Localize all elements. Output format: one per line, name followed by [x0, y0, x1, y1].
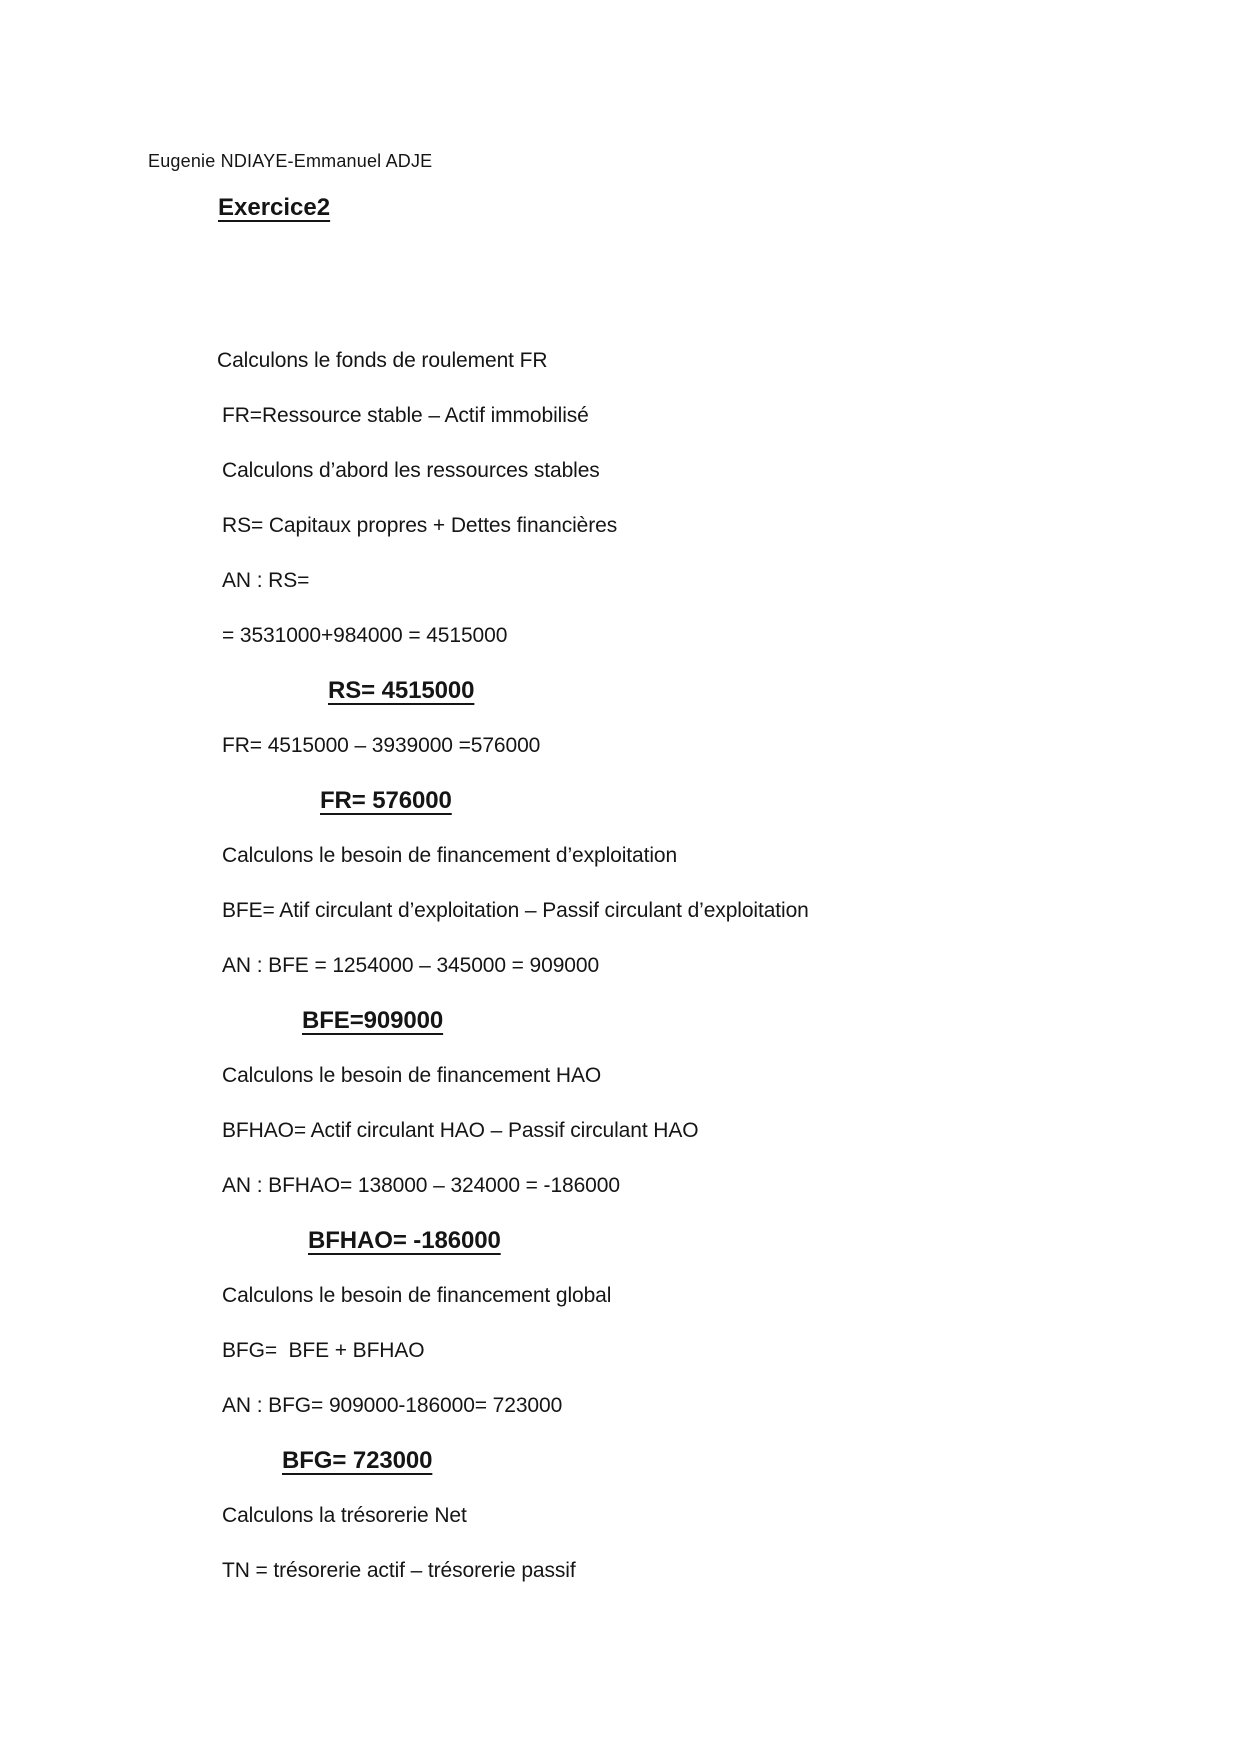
document-body: [217, 333, 1182, 1598]
document-line: BFG= BFE + BFHAO: [222, 1339, 425, 1362]
exercise-title: Exercice2: [218, 194, 331, 221]
document-line: Calculons le besoin de financement global: [222, 1284, 612, 1307]
document-line: Calculons le fonds de roulement FR: [217, 349, 548, 372]
document-line: Calculons la trésorerie Net: [222, 1504, 467, 1527]
document-line: Calculons le besoin de financement HAO: [222, 1064, 602, 1087]
document-line: Calculons le besoin de financement d’exploitation: [222, 844, 678, 867]
document-line: AN : RS=: [222, 569, 310, 592]
result-line: FR= 576000: [320, 787, 452, 814]
document-line: FR=Ressource stable – Actif immobilisé: [222, 404, 589, 427]
document-line: BFE= Atif circulant d’exploitation – Passif circulant d’exploitation: [222, 899, 809, 922]
result-line: BFE=909000: [302, 1007, 444, 1034]
author-line: Eugenie NDIAYE-Emmanuel ADJE: [148, 151, 433, 171]
document-line: = 3531000+984000 = 4515000: [222, 624, 508, 647]
document-line: FR= 4515000 – 3939000 =576000: [222, 734, 541, 757]
document-line: AN : BFE = 1254000 – 345000 = 909000: [222, 954, 600, 977]
result-line: RS= 4515000: [328, 677, 475, 704]
document-line: TN = trésorerie actif – trésorerie passif: [222, 1559, 576, 1582]
document-line: BFHAO= Actif circulant HAO – Passif circulant HAO: [222, 1119, 699, 1142]
document-line: RS= Capitaux propres + Dettes financières: [222, 514, 618, 537]
document-line: AN : BFHAO= 138000 – 324000 = -186000: [222, 1174, 620, 1197]
result-line: BFHAO= -186000: [308, 1227, 501, 1254]
document-line: Calculons d’abord les ressources stables: [222, 459, 600, 482]
document-line: AN : BFG= 909000-186000= 723000: [222, 1394, 563, 1417]
result-line: BFG= 723000: [282, 1447, 433, 1474]
